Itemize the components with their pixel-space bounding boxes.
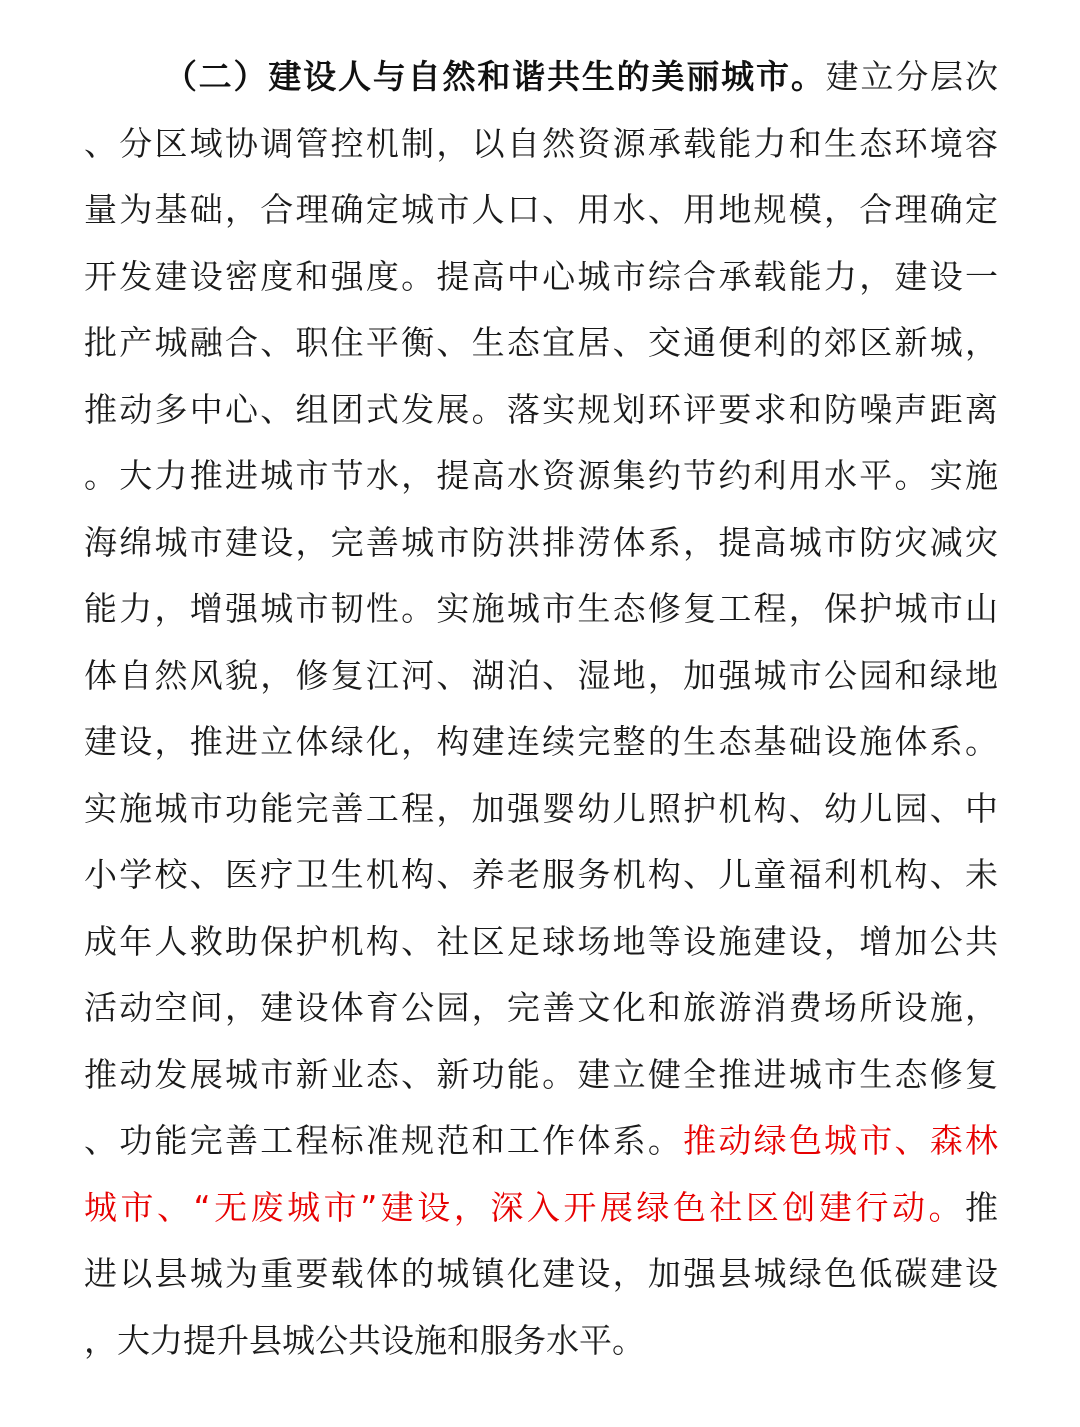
highlighted-text: 城市、“无废城市”建设，深入开展绿色社区创建行动。	[84, 1187, 965, 1227]
text-line: 量为基础，合理确定城市人口、用水、用地规模，合理确定	[84, 190, 998, 229]
text-line: 小学校、医疗卫生机构、养老服务机构、儿童福利机构、未	[84, 855, 998, 894]
text-line: 海绵城市建设，完善城市防洪排涝体系，提高城市防灾减灾	[84, 522, 998, 562]
text-line: 开发建设密度和强度。提高中心城市综合承载能力，建设一	[84, 256, 998, 296]
text-line: 推动多中心、组团式发展。落实规划环评要求和防噪声距离	[84, 389, 998, 429]
text-line: 进以县城为重要载体的城镇化建设，加强县城绿色低碳建设	[84, 1254, 998, 1293]
body-text: 建立分层次	[825, 57, 998, 96]
text-line: 活动空间，建设体育公园，完善文化和旅游消费场所设施，	[84, 988, 998, 1027]
section-heading: （二）建设人与自然和谐共生的美丽城市。	[162, 57, 826, 96]
text-line	[84, 44, 998, 111]
text-line	[84, 1175, 998, 1242]
highlighted-text: 推动绿色城市、森林	[683, 1121, 998, 1160]
text-line: 实施城市功能完善工程，加强婴幼儿照护机构、幼儿园、中	[84, 788, 998, 828]
text-line	[84, 1108, 998, 1175]
text-line: 推动发展城市新业态、新功能。建立健全推进城市生态修复	[84, 1054, 998, 1094]
body-text: 、功能完善工程标准规范和工作体系。	[84, 1121, 684, 1160]
text-line: 批产城融合、职住平衡、生态宜居、交通便利的郊区新城，	[84, 323, 998, 362]
body-text: 推	[965, 1187, 998, 1227]
document-page	[84, 44, 998, 1374]
text-line: 成年人救助保护机构、社区足球场地等设施建设，增加公共	[84, 921, 998, 961]
text-line-last: ，大力提升县城公共设施和服务水平。	[84, 1320, 645, 1360]
text-line: 建设，推进立体绿化，构建连续完整的生态基础设施体系。	[84, 722, 998, 761]
text-line: 。大力推进城市节水，提高水资源集约节约利用水平。实施	[84, 456, 998, 495]
text-line: 能力，增强城市韧性。实施城市生态修复工程，保护城市山	[84, 589, 998, 628]
text-line: 体自然风貌，修复江河、湖泊、湿地，加强城市公园和绿地	[84, 655, 998, 695]
text-line: 、分区域协调管控机制，以自然资源承载能力和生态环境容	[84, 123, 998, 163]
